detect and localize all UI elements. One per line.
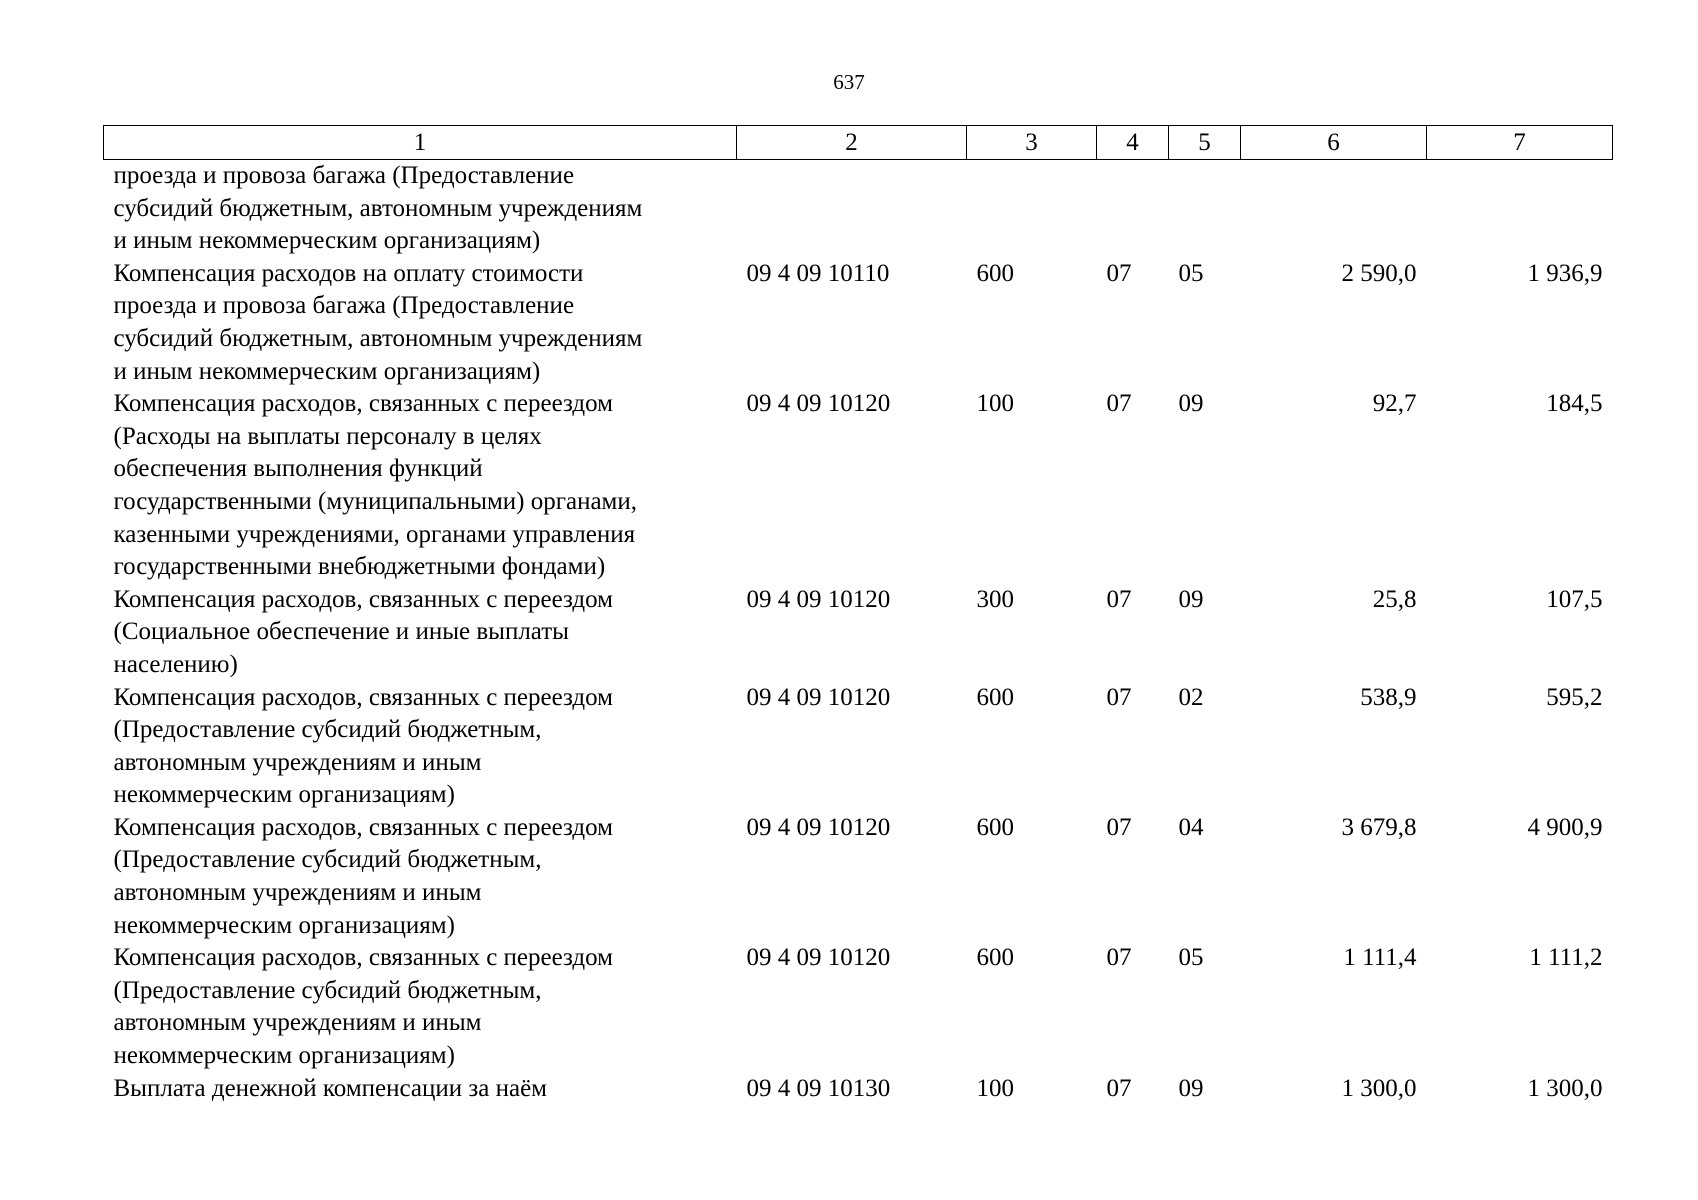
- description-line: автономным учреждениям и иным: [113, 879, 482, 907]
- description-line: (Предоставление субсидий бюджетным,: [113, 976, 542, 1004]
- table-row: [104, 682, 1613, 812]
- amount-cell-col6: 1 300,0: [1341, 1074, 1417, 1102]
- section-cell: 07: [1106, 585, 1132, 613]
- expense-type-cell: 600: [976, 683, 1014, 711]
- code-cell: 09 4 09 10120: [746, 585, 891, 613]
- description-line: Компенсация расходов, связанных с переездом: [113, 944, 613, 972]
- code-cell: 09 4 09 10110: [746, 259, 890, 287]
- description-line: автономным учреждениям и иным: [113, 748, 482, 776]
- code-cell: 09 4 09 10120: [746, 683, 891, 711]
- subsection-cell: 04: [1178, 813, 1204, 841]
- amount-cell-col6: 3 679,8: [1341, 813, 1417, 841]
- description-line: (Расходы на выплаты персоналу в целях: [113, 422, 542, 450]
- section-cell: 07: [1106, 683, 1132, 711]
- subsection-cell: 09: [1178, 1074, 1204, 1102]
- description-line: автономным учреждениям и иным: [113, 1009, 482, 1037]
- table-row: [104, 258, 1613, 388]
- section-cell: 07: [1106, 944, 1132, 972]
- description-line: проезда и провоза багажа (Предоставление: [113, 292, 575, 320]
- amount-cell-col6: 538,9: [1360, 683, 1417, 711]
- table-row: [104, 388, 1613, 584]
- expense-type-cell: 600: [976, 813, 1014, 841]
- amount-cell-col6: 1 111,4: [1343, 944, 1417, 972]
- description-cell: [104, 1073, 737, 1106]
- description-line: и иным некоммерческим организациям): [113, 227, 541, 255]
- code-cell: 09 4 09 10120: [746, 813, 891, 841]
- description-line: субсидий бюджетным, автономным учреждениям: [113, 194, 643, 222]
- description-line: Компенсация расходов, связанных с переездом: [113, 683, 613, 711]
- table-row: [104, 1073, 1613, 1106]
- section-cell: 07: [1106, 259, 1132, 287]
- description-line: проезда и провоза багажа (Предоставление: [113, 162, 575, 189]
- section-cell: [1097, 160, 1169, 258]
- description-line: населению): [113, 650, 238, 678]
- page-number: 637: [833, 70, 865, 94]
- description-cell: [104, 942, 737, 1072]
- description-line: казенными учреждениями, органами управления: [113, 520, 636, 548]
- table-row: [104, 812, 1613, 942]
- description-line: некоммерческим организациям): [113, 911, 455, 939]
- description-line: Компенсация расходов, связанных с переездом: [113, 390, 613, 418]
- description-line: (Предоставление субсидий бюджетным,: [113, 716, 542, 744]
- subsection-cell: [1169, 160, 1241, 258]
- subsection-cell: 05: [1178, 944, 1204, 972]
- code-cell: 09 4 09 10120: [746, 944, 891, 972]
- expense-type-cell: 300: [976, 585, 1014, 613]
- description-cell: [104, 388, 737, 584]
- expense-type-cell: 100: [976, 1074, 1014, 1102]
- column-header-3: 3: [967, 126, 1097, 160]
- amount-cell-col7: 1 111,2: [1529, 944, 1603, 972]
- amount-cell-col7: 1 936,9: [1527, 259, 1603, 287]
- amount-cell-col7: 107,5: [1546, 585, 1603, 613]
- subsection-cell: 09: [1178, 585, 1204, 613]
- table-row: [104, 942, 1613, 1072]
- description-line: и иным некоммерческим организациям): [113, 357, 541, 385]
- table-body: [104, 160, 1613, 1106]
- description-line: (Социальное обеспечение и иные выплаты: [113, 618, 569, 646]
- section-cell: 07: [1106, 1074, 1132, 1102]
- amount-cell-col7: 1 300,0: [1527, 1074, 1603, 1102]
- description-line: Компенсация расходов, связанных с переездом: [113, 813, 613, 841]
- code-cell: 09 4 09 10130: [746, 1074, 891, 1102]
- column-header-5: 5: [1169, 126, 1241, 160]
- amount-cell-col7: 4 900,9: [1527, 813, 1603, 841]
- description-line: Компенсация расходов на оплату стоимости: [113, 259, 584, 287]
- description-cell: [104, 258, 737, 388]
- amount-cell-col6: [1241, 160, 1427, 258]
- description-cell: [104, 584, 737, 682]
- description-line: Выплата денежной компенсации за наём: [113, 1074, 547, 1102]
- amount-cell-col6: 2 590,0: [1341, 259, 1417, 287]
- subsection-cell: 09: [1178, 390, 1204, 418]
- table-row: [104, 584, 1613, 682]
- column-header-4: 4: [1097, 126, 1169, 160]
- subsection-cell: 02: [1178, 683, 1204, 711]
- table-header: [104, 126, 1613, 160]
- amount-cell-col6: 92,7: [1372, 390, 1417, 418]
- subsection-cell: 05: [1178, 259, 1204, 287]
- description-line: некоммерческим организациям): [113, 1042, 455, 1070]
- expense-type-cell: 600: [976, 944, 1014, 972]
- code-cell: 09 4 09 10120: [746, 390, 891, 418]
- column-header-2: 2: [737, 126, 967, 160]
- expense-type-cell: [967, 160, 1097, 258]
- amount-cell-col6: 25,8: [1372, 585, 1417, 613]
- description-cell: [104, 812, 737, 942]
- description-line: (Предоставление субсидий бюджетным,: [113, 846, 542, 874]
- table-row: [104, 160, 1613, 258]
- expense-type-cell: 100: [976, 390, 1014, 418]
- description-cell: [104, 160, 737, 258]
- amount-cell-col7: 595,2: [1546, 683, 1603, 711]
- description-line: Компенсация расходов, связанных с переездом: [113, 585, 613, 613]
- budget-table: [103, 125, 1613, 1105]
- amount-cell-col7: [1427, 160, 1613, 258]
- column-header-1: 1: [104, 126, 737, 160]
- description-cell: [104, 682, 737, 812]
- description-line: некоммерческим организациям): [113, 781, 455, 809]
- code-cell: [737, 160, 967, 258]
- column-header-7: 7: [1427, 126, 1613, 160]
- description-line: государственными (муниципальными) органами,: [113, 487, 637, 515]
- section-cell: 07: [1106, 390, 1132, 418]
- description-line: обеспечения выполнения функций: [113, 455, 483, 483]
- section-cell: 07: [1106, 813, 1132, 841]
- column-header-6: 6: [1241, 126, 1427, 160]
- header-row: [104, 126, 1613, 160]
- description-line: государственными внебюджетными фондами): [113, 553, 606, 581]
- description-line: субсидий бюджетным, автономным учреждениям: [113, 324, 643, 352]
- amount-cell-col7: 184,5: [1546, 390, 1603, 418]
- expense-type-cell: 600: [976, 259, 1014, 287]
